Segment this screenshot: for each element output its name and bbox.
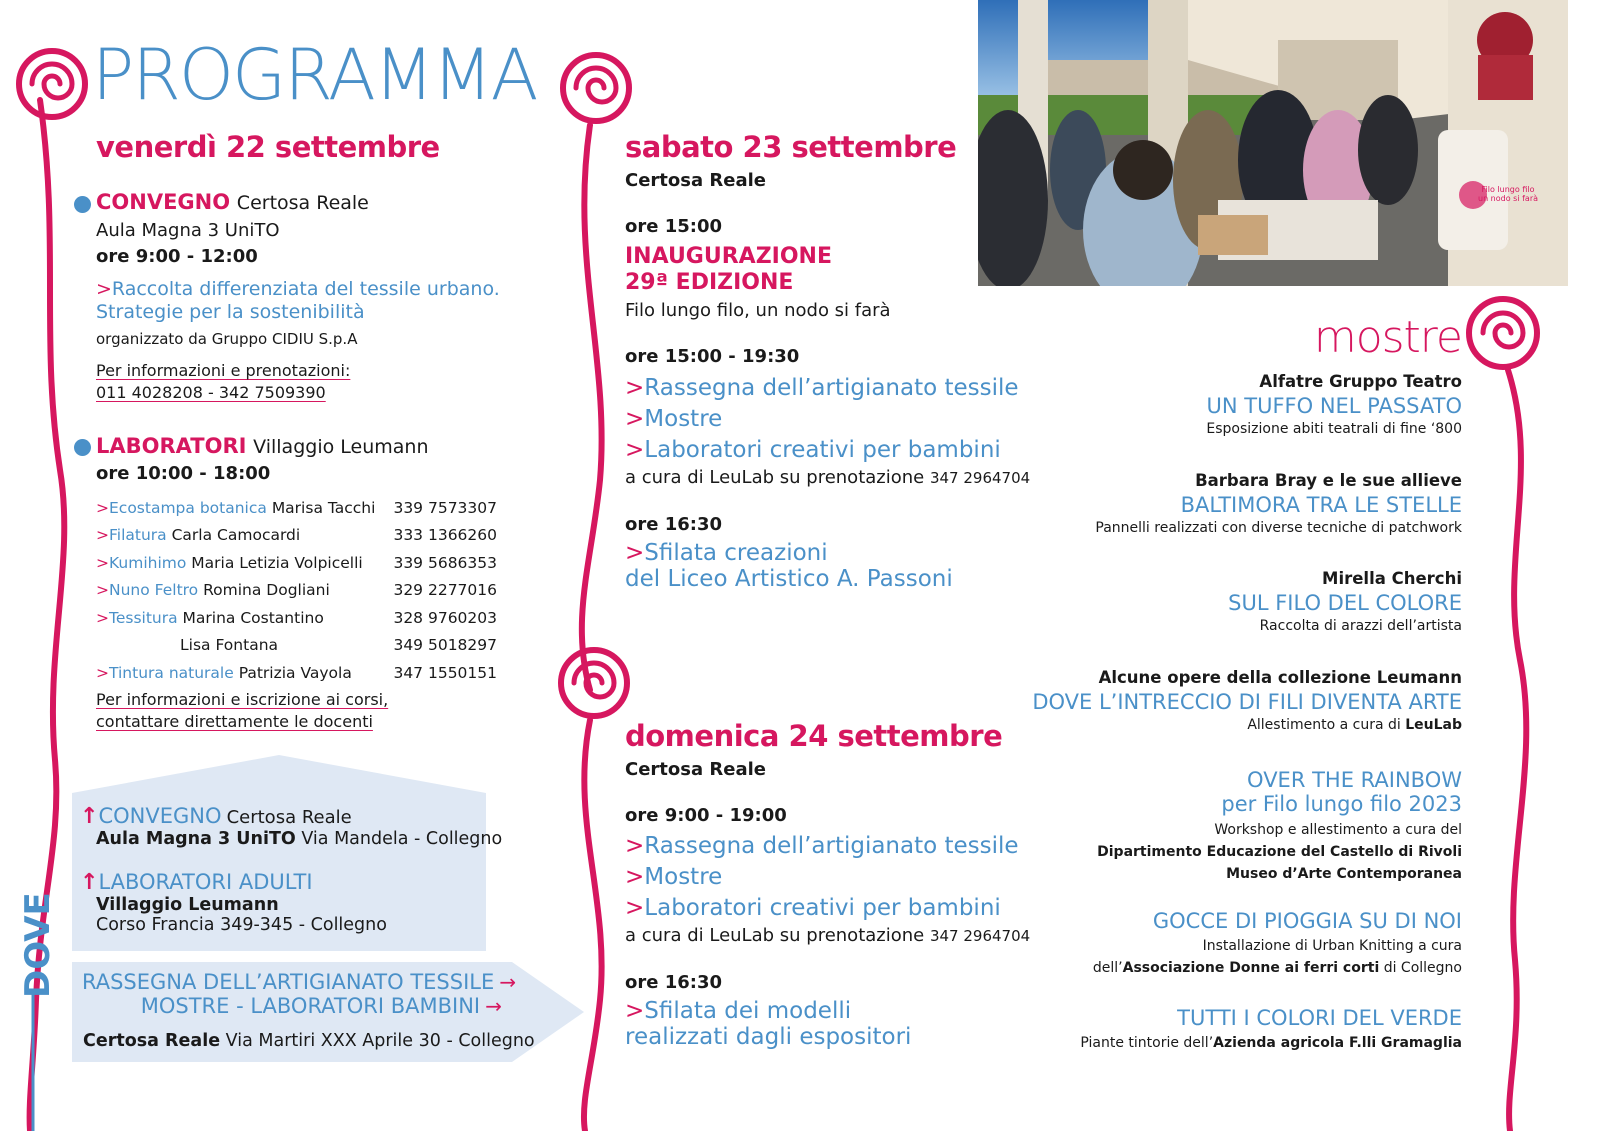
arrow-right-icon: → (485, 994, 502, 1018)
sat-item2: Mostre (644, 406, 723, 432)
dove-convegno (80, 804, 502, 849)
workshop-row (96, 577, 497, 605)
dove-laboratori (80, 870, 387, 935)
dove-convegno-room: Aula Magna 3 UniTO (96, 829, 296, 849)
dove-label-text: DOVE (18, 892, 58, 998)
gocce-title: GOCCE DI PIOGGIA SU DI NOI (1152, 909, 1462, 933)
laboratori-heading (96, 434, 428, 458)
rainbow-desc1: Workshop e allestimento a cura del (1214, 822, 1462, 838)
sunday-time2: ore 16:30 (625, 972, 723, 993)
mostra-gocce (1093, 909, 1462, 979)
workshop-teacher: Maria Letizia Volpicelli (191, 553, 363, 572)
workshop-name-cell (96, 577, 381, 605)
verde-desc (1080, 1032, 1462, 1054)
mostra-author: Alfatre Gruppo Teatro (1259, 372, 1462, 391)
saturday-inauguration (625, 244, 832, 296)
workshop-topic: Tessitura (109, 608, 178, 627)
workshop-name-cell (96, 604, 381, 632)
dove-lab-keyword: LABORATORI ADULTI (98, 870, 313, 894)
bullet-icon (74, 439, 91, 456)
saturday-time2: ore 15:00 - 19:30 (625, 346, 800, 367)
mostra-author: Barbara Bray e le sue allieve (1195, 471, 1462, 490)
workshop-teacher: Patrizia Vayola (238, 663, 352, 682)
sunday-booking (625, 925, 1030, 946)
mostra-item (1032, 668, 1462, 733)
sunday-place: Certosa Reale (625, 759, 766, 780)
arrow-right-icon: → (499, 970, 517, 994)
saturday-heading: sabato 23 settembre (625, 130, 957, 164)
mostra-title: SUL FILO DEL COLORE (1228, 591, 1462, 615)
sunday-time1: ore 9:00 - 19:00 (625, 805, 787, 826)
workshop-topic: Filatura (109, 526, 167, 545)
workshop-table (96, 494, 497, 687)
mostra-item (1206, 372, 1462, 437)
workshop-name-cell (96, 632, 381, 660)
workshop-row (96, 659, 497, 687)
page-title: PROGRAMMA (92, 34, 537, 116)
mostra-desc-pre: Allestimento a cura di (1247, 717, 1401, 733)
workshop-phone[interactable]: 347 1550151 (393, 663, 497, 682)
up-arrow-icon: ↑ (80, 804, 99, 829)
saturday-time1: ore 15:00 (625, 216, 723, 237)
talk-line-1: Raccolta differenziata del tessile urbano. (111, 278, 500, 300)
up-arrow-icon: ↑ (80, 870, 99, 895)
dove-lab-address: Corso Francia 349-345 - Collegno (96, 915, 387, 935)
workshop-row (96, 549, 497, 577)
sunday-heading: domenica 24 settembre (625, 719, 1003, 753)
sun-booking: a cura di LeuLab su prenotazione (625, 925, 925, 946)
chevron-icon: > (96, 608, 109, 627)
sun-item3: Laboratori creativi per bambini (644, 895, 1001, 921)
saturday-booking (625, 467, 1030, 488)
mostra-desc: Esposizione abiti teatrali di fine ‘800 (1206, 421, 1462, 437)
workshop-row (96, 494, 497, 522)
workshop-name-cell (96, 549, 381, 577)
friday-heading: venerdì 22 settembre (96, 130, 440, 164)
rainbow-title2: per Filo lungo filo 2023 (1221, 792, 1462, 816)
workshop-name-cell (96, 522, 381, 550)
bullet-icon (74, 196, 91, 213)
workshop-phone[interactable]: 339 7573307 (393, 498, 497, 517)
laboratori-info-line2: contattare direttamente le docenti (96, 712, 373, 731)
talk-line-2: Strategie per la sostenibilità (96, 301, 365, 323)
bag-print-text: Filo lungo filo un nodo si farà (1478, 185, 1539, 203)
laboratori-info-line1: Per informazioni e iscrizione ai corsi, (96, 690, 389, 709)
sat-show-line2: del Liceo Artistico A. Passoni (625, 566, 953, 592)
mostre-heading: mostre (1313, 312, 1462, 363)
photo-illustration (978, 0, 1568, 286)
gocce-desc2-bold: Associazione Donne ai ferri corti (1122, 960, 1380, 976)
verde-title: TUTTI I COLORI DEL VERDE (1177, 1006, 1462, 1030)
convegno-talk: >Raccolta differenziata del tessile urbano. Strategie per la sostenibilità (96, 278, 500, 323)
mostra-desc: Pannelli realizzati con diverse tecniche di patchwork (1095, 520, 1462, 536)
chevron-icon: > (96, 663, 109, 682)
gocce-desc2 (1093, 957, 1462, 979)
saturday-time3: ore 16:30 (625, 514, 723, 535)
rainbow-desc2: Dipartimento Educazione del Castello di Rivoli (1097, 844, 1462, 860)
dove-convegno-keyword: CONVEGNO (98, 804, 222, 828)
mostra-desc-bold: LeuLab (1405, 717, 1462, 733)
workshop-teacher: Carla Camocardi (171, 526, 301, 545)
mostra-desc: Raccolta di arazzi dell’artista (1259, 618, 1462, 634)
sun-show-line2: realizzati dagli espositori (625, 1024, 912, 1050)
sun-booking-phone[interactable]: 347 2964704 (929, 927, 1031, 945)
dove-line (28, 990, 38, 1131)
workshop-topic: Ecostampa botanica (109, 498, 267, 517)
inaug-line1: INAUGURAZIONE (625, 244, 832, 269)
workshop-topic: Tintura naturale (109, 663, 234, 682)
workshop-row (96, 632, 497, 660)
dove-rassegna-location (83, 1031, 535, 1051)
gocce-desc2-post: di Collegno (1383, 960, 1462, 976)
convegno-info-phones[interactable]: 011 4028208 - 342 7509390 (96, 383, 326, 402)
workshop-topic: Kumihimo (109, 553, 187, 572)
verde-desc-pre: Piante tintorie dell’ (1080, 1035, 1214, 1051)
chevron-icon: > (96, 498, 109, 517)
workshop-topic: Nuno Feltro (109, 581, 199, 600)
saturday-place: Certosa Reale (625, 170, 766, 191)
chevron-icon: > (96, 581, 109, 600)
mostra-author: Mirella Cherchi (1322, 569, 1462, 588)
workshop-row (96, 522, 497, 550)
convegno-keyword: CONVEGNO (96, 190, 231, 214)
saturday-show: >Sfilata creazioni del Liceo Artistico A. Passoni (625, 540, 953, 592)
convegno-info-label: Per informazioni e prenotazioni: (96, 361, 351, 380)
convegno-time: ore 9:00 - 12:00 (96, 246, 258, 267)
saturday-items: >Rassegna dell’artigianato tessile >Mostre >Laboratori creativi per bambini (625, 375, 1019, 463)
workshop-phone[interactable]: 329 2277016 (393, 581, 497, 600)
sat-booking-phone[interactable]: 347 2964704 (929, 469, 1031, 487)
mostra-desc (1032, 717, 1462, 733)
sun-item2: Mostre (644, 864, 723, 890)
sunday-show: >Sfilata dei modelli realizzati dagli espositori (625, 998, 912, 1050)
sun-item1: Rassegna dell’artigianato tessile (644, 833, 1019, 859)
workshop-teacher: Marisa Tacchi (271, 498, 376, 517)
convegno-heading (96, 190, 369, 214)
event-photo (978, 0, 1568, 286)
dove-rassegna-place: Certosa Reale (83, 1031, 221, 1051)
inaug-line2: 29ª EDIZIONE (625, 270, 794, 295)
dove-rassegna (82, 970, 517, 1018)
rainbow-desc3: Museo d’Arte Contemporanea (1226, 866, 1462, 882)
mostra-rainbow (1097, 768, 1462, 885)
verde-desc-bold: Azienda agricola F.lli Gramaglia (1213, 1035, 1462, 1051)
sun-show-line1: Sfilata dei modelli (644, 998, 852, 1024)
workshop-teacher: Lisa Fontana (180, 636, 279, 655)
chevron-icon: > (96, 553, 109, 572)
sunday-items: >Rassegna dell’artigianato tessile >Mostre >Laboratori creativi per bambini (625, 833, 1019, 921)
mostra-title: UN TUFFO NEL PASSATO (1206, 394, 1462, 418)
convegno-organizer: organizzato da Gruppo CIDIU S.p.A (96, 330, 358, 348)
sat-item3: Laboratori creativi per bambini (644, 437, 1001, 463)
dove-lab-place: Villaggio Leumann (96, 895, 279, 915)
workshop-phone[interactable]: 339 5686353 (393, 553, 497, 572)
workshop-row (96, 604, 497, 632)
dove-convegno-place: Certosa Reale (226, 807, 352, 828)
mostra-title: BALTIMORA TRA LE STELLE (1180, 493, 1462, 517)
laboratori-place: Villaggio Leumann (253, 436, 429, 458)
saturday-motto: Filo lungo filo, un nodo si farà (625, 300, 891, 321)
mostra-item (1095, 471, 1462, 536)
convegno-room: Aula Magna 3 UniTO (96, 220, 280, 241)
sat-booking: a cura di LeuLab su prenotazione (625, 467, 925, 488)
workshop-teacher: Marina Costantino (182, 608, 324, 627)
workshop-phone[interactable]: 328 9760203 (393, 608, 497, 627)
sat-item1: Rassegna dell’artigianato tessile (644, 375, 1019, 401)
mostra-verde (1080, 1006, 1462, 1054)
convegno-place: Certosa Reale (236, 192, 369, 214)
dove-rassegna-line1: RASSEGNA DELL’ARTIGIANATO TESSILE (82, 970, 495, 994)
gocce-desc2-pre: dell’ (1092, 960, 1123, 976)
rainbow-title1: OVER THE RAINBOW (1247, 768, 1462, 792)
workshop-name-cell (96, 494, 381, 522)
mostra-author: Alcune opere della collezione Leumann (1098, 668, 1462, 687)
dove-rassegna-address: Via Martiri XXX Aprile 30 - Collegno (225, 1031, 535, 1051)
dove-rassegna-line2: MOSTRE - LABORATORI BAMBINI (140, 994, 481, 1018)
mostra-item (1228, 569, 1462, 634)
laboratori-keyword: LABORATORI (96, 434, 247, 458)
chevron-icon: > (96, 526, 109, 545)
gocce-desc1: Installazione di Urban Knitting a cura (1202, 938, 1462, 954)
dove-label (18, 880, 58, 998)
workshop-phone[interactable]: 349 5018297 (393, 636, 497, 655)
workshop-teacher: Romina Dogliani (203, 581, 330, 600)
mostra-title: DOVE L’INTRECCIO DI FILI DIVENTA ARTE (1032, 690, 1462, 714)
workshop-phone[interactable]: 333 1366260 (393, 526, 497, 545)
laboratori-time: ore 10:00 - 18:00 (96, 463, 271, 484)
dove-convegno-address: Via Mandela - Collegno (301, 829, 503, 849)
workshop-name-cell (96, 659, 381, 687)
sat-show-line1: Sfilata creazioni (644, 540, 828, 566)
